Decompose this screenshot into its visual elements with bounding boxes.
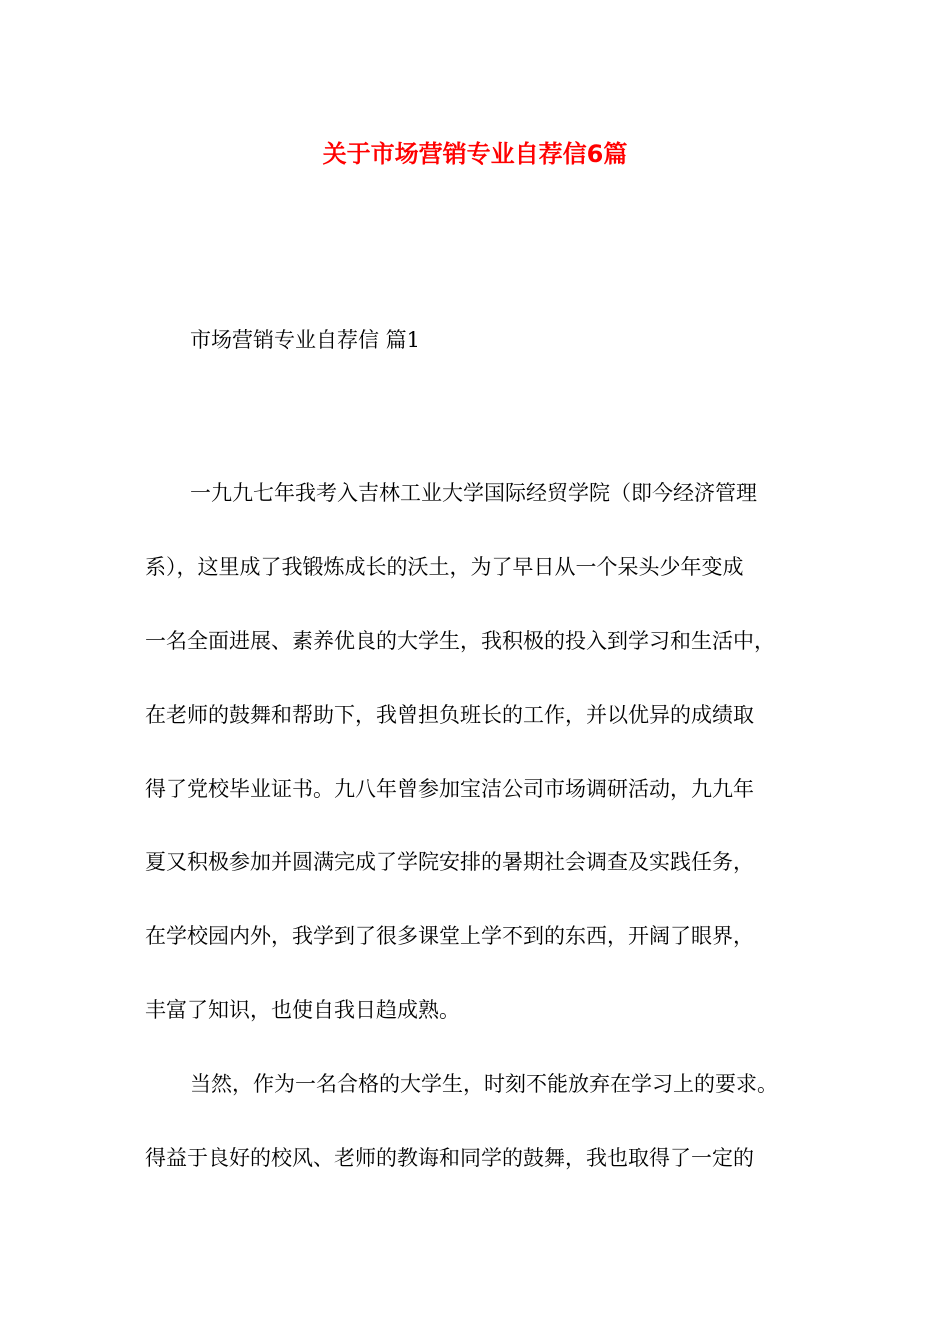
paragraph-line: 得了党校毕业证书。九八年曾参加宝洁公司市场调研活动，九九年: [145, 776, 754, 801]
paragraph-line: 一九九七年我考入吉林工业大学国际经贸学院（即今经济管理: [190, 481, 757, 505]
paragraph-line: 系），这里成了我锻炼成长的沃土，为了早日从一个呆头少年变成: [145, 554, 744, 579]
section-heading: 市场营销专业自荐信 篇1: [190, 328, 421, 352]
paragraph-line: 在老师的鼓舞和帮助下，我曾担负班长的工作，并以优异的成绩取: [145, 702, 754, 727]
paragraph-line: 丰富了知识，也使自我日趋成熟。: [145, 998, 460, 1023]
body-text: [145, 474, 815, 1213]
document-title: 关于市场营销专业自荐信6篇: [322, 140, 628, 168]
paragraph-line: 一名全面进展、素养优良的大学生，我积极的投入到学习和生活中，: [145, 628, 775, 653]
paragraph-line: 当然，作为一名合格的大学生，时刻不能放弃在学习上的要求。: [190, 1072, 778, 1097]
paragraph-line: 在学校园内外，我学到了很多课堂上学不到的东西，开阔了眼界，: [145, 924, 754, 949]
paragraph-line: 得益于良好的校风、老师的教诲和同学的鼓舞，我也取得了一定的: [145, 1146, 754, 1171]
paragraph-line: 夏又积极参加并圆满完成了学院安排的暑期社会调查及实践任务，: [145, 850, 754, 875]
